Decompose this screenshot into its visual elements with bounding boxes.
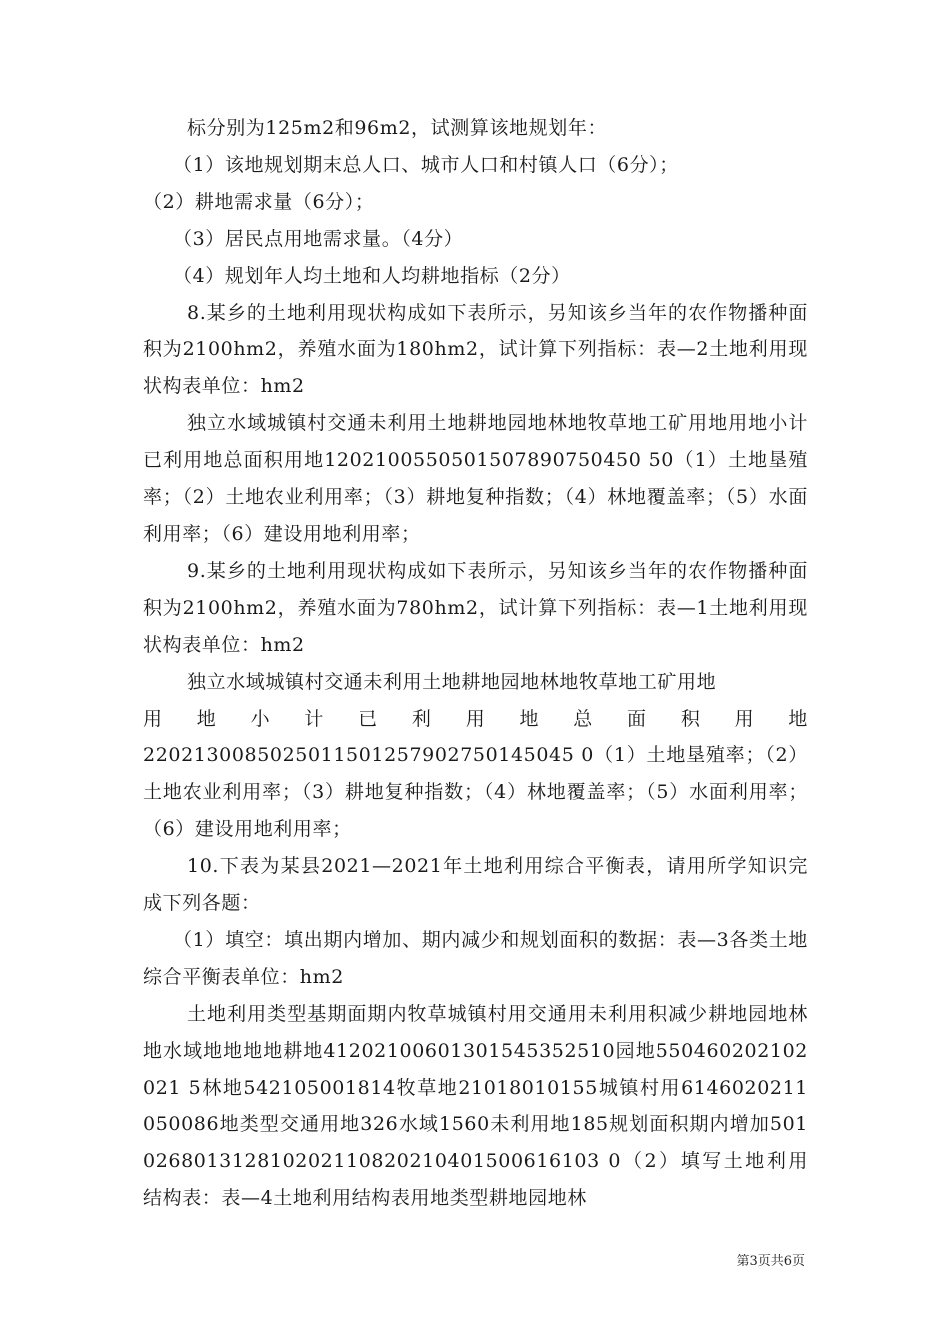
question-10-table-text: 土地利用类型基期面期内牧草城镇村用交通用未利用积减少耕地园地林地水域地地地地耕地41202100601301545352510园地550460202102021 5林地542105001814牧草地21018010155城镇村用6146020211050086地类型交通用地326水域1560未利用地185规划面积期内增加501026801312810202110820210401500616103 0（2）填写土地利用结构表：表—4土地利用结构表用地类型耕地园地林 — [143, 1002, 808, 1210]
question-9-table-header-cont: 用地小计已利用地总面积用地 — [143, 707, 808, 730]
paragraph-1: 标分别为125m2和96m2，试测算该地规划年： — [187, 117, 608, 139]
question-8: 8.某乡的土地利用现状构成如下表所示，另知该乡当年的农作物播种面积为2100hm2，养殖水面为180hm2，试计算下列指标：表—2土地利用现状构表单位：hm2 — [143, 301, 808, 398]
question-item-3: （3）居民点用地需求量。（4分） — [173, 227, 464, 250]
question-10-item-1: （1）填空：填出期内增加、期内减少和规划面积的数据：表—3各类土地综合平衡表单位：hm2 — [143, 928, 808, 988]
question-item-4: （4）规划年人均土地和人均耕地指标（2分） — [173, 264, 571, 287]
document-body — [143, 110, 808, 1217]
question-10: 10.下表为某县2021—2021年土地利用综合平衡表，请用所学知识完成下列各题： — [143, 855, 808, 915]
question-8-table-text: 独立水域城镇村交通未利用土地耕地园地林地牧草地工矿用地用地小计已利用地总面积用地1202100550501507890750450 50（1）土地垦殖率；（2）土地农业利用率；（3）耕地复种指数；（4）林地覆盖率；（5）水面利用率；（6）建设用地利用率； — [143, 412, 808, 545]
question-9: 9.某乡的土地利用现状构成如下表所示，另知该乡当年的农作物播种面积为2100hm2，养殖水面为780hm2，试计算下列指标：表—1土地利用现状构表单位：hm2 — [143, 559, 808, 656]
question-9-table-header: 独立水域城镇村交通未利用土地耕地园地林地牧草地工矿用地 — [187, 670, 717, 693]
question-item-2: （2）耕地需求量（6分）； — [143, 190, 375, 213]
page-number: 第3页共6页 — [736, 1254, 805, 1269]
question-item-1: （1）该地规划期末总人口、城市人口和村镇人口（6分）； — [173, 153, 679, 176]
question-9-table-values: 2202130085025011501257902750145045 0（1）土地垦殖率；（2）土地农业利用率；（3）耕地复种指数；（4）林地覆盖率；（5）水面利用率；（6）建设用地利用率； — [143, 744, 808, 841]
